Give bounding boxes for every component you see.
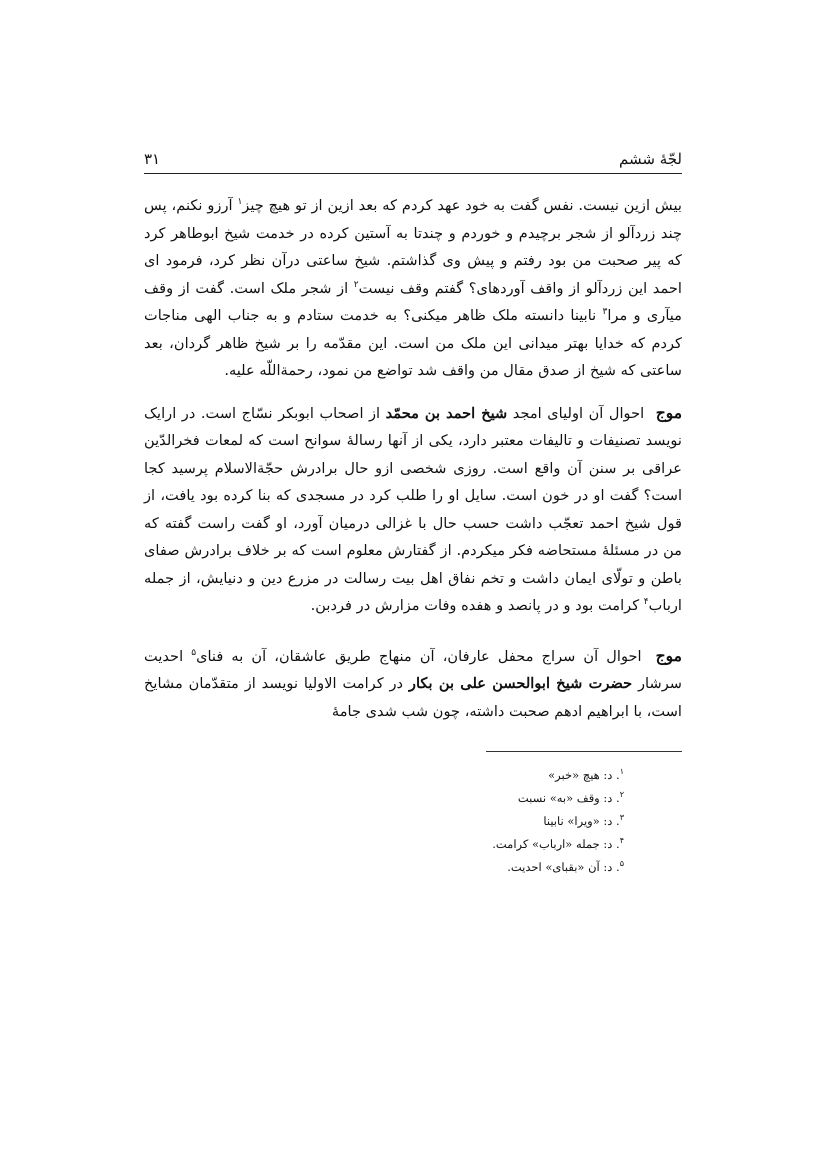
- footnote-text: . د: «ویرا» نابینا: [543, 814, 620, 828]
- footnote-number: ۱: [619, 767, 624, 777]
- footnotes: [144, 764, 624, 879]
- paragraph-text: کرامت بود و در پانصد و هفده وفات مزارش در فردبن.: [310, 597, 644, 614]
- paragraph-text: احدیت سرشار: [144, 647, 682, 692]
- footnote-ref-1: ۱: [237, 197, 243, 208]
- paragraph-1: [144, 192, 682, 385]
- paragraph-text: آرزو نکنم، پس چند زردآلو از شجر برچیدم و خوردم و چندتا به آستین کرده در خدمت شیخ ابوطاهر کرد که پیر صحبت من بود رفتم و پیش وی گذاشتم. شیخ ساعتی درآن نظر کرد، فرمود ای احمد این زردآلو از واقف آوردهای؟ گفتم وقف نیست: [144, 197, 682, 297]
- running-header: [144, 148, 682, 174]
- body-text: [144, 192, 682, 725]
- book-page: [144, 148, 682, 879]
- person-name: شیخ احمد بن محمّد: [385, 404, 508, 422]
- paragraph-text: احوال آن اولیای امجد: [507, 404, 650, 422]
- paragraph-text: نابینا دانسته ملک ظاهر میکنی؟ به خدمت ستادم و به جناب الهی مناجات کردم که خدایا بهتر میدانی این ملک من است. این مقدّمه را بر شیخ ظاهر گردان، بعد ساعتی که شیخ از صدق مقال من واقف شد تواضع من نمود، رحمةاللّه علیه.: [144, 307, 682, 379]
- footnote-item: [144, 764, 624, 787]
- footnote-text: . د: آن «بقبای» احدیت.: [507, 860, 620, 874]
- paragraph-text: در کرامت الاولیا نویسد از متقدّمان مشایخ است، با ابراهیم ادهم صحبت داشته، چون شب شدی جامهٔ: [144, 675, 682, 720]
- paragraph-text: احوال آن سراج محفل عارفان، آن منهاج طریق عاشقان، آن به فنای: [196, 647, 650, 665]
- paragraph-3: [144, 642, 682, 726]
- footnote-number: ۲: [619, 790, 624, 800]
- paragraph-text: از اصحاب ابوبکر نسّاج است. در ارایک نویسد تصنیفات و تالیفات معتبر دارد، یکی از آنها رسالهٔ سوانح است که لمعات فخرالدّین عراقی بر سنن آن واقع است. روزی شخصی ازو حال برادرش حجّةالاسلام پرسید کجا است؟ گفت او در خون است. سایل او را طلب کرد در مسجدی که بنا کرده بود یافت، از قول شیخ احمد تعجّب داشت حسب حال با غزالی درمیان آورد، او گفت راست گفته که من در مسئلهٔ مستحاضه فکر میکردم. از گفتارش معلوم است که بر خلاف برادرش صفای باطن و تولّای ایمان داشت و تخم نفاق اهل بیت رسالت در مزرع دین و دنیایش، از جمله ارباب: [144, 404, 682, 614]
- footnote-item: [144, 787, 624, 810]
- footnote-ref-5: ۵: [191, 647, 197, 658]
- footnote-number: ۴: [619, 836, 624, 846]
- footnote-item: [144, 810, 624, 833]
- section-marker: موج: [655, 402, 683, 422]
- footnote-number: ۳: [619, 813, 624, 823]
- footnote-ref-2: ۲: [353, 279, 359, 290]
- footnote-number: ۵: [619, 859, 624, 869]
- footnote-separator: [486, 751, 682, 752]
- footnote-text: . د: هیچ «خبر»: [548, 768, 620, 782]
- footnote-text: . د: جمله «ارباب» کرامت.: [492, 837, 620, 851]
- paragraph-text: بیش ازین نیست. نفس گفت به خود عهد کردم که بعد ازین از تو هیچ چیز: [242, 197, 682, 214]
- footnote-item: [144, 856, 624, 879]
- person-name: حضرت شیخ ابوالحسن علی بن بکار: [408, 675, 633, 692]
- footnote-ref-3: ۳: [602, 307, 608, 318]
- page-number: ۳۱: [144, 150, 161, 168]
- paragraph-2: [144, 399, 682, 620]
- footnote-ref-4: ۴: [643, 597, 649, 608]
- footnote-item: [144, 833, 624, 856]
- footnote-text: . د: وقف «به» نسبت: [517, 791, 620, 805]
- section-marker: موج: [655, 645, 682, 665]
- paragraph-text: از شجر ملک است. گفت از وقف میآری و مرا: [144, 279, 682, 324]
- chapter-title: لجّهٔ ششم: [619, 150, 682, 168]
